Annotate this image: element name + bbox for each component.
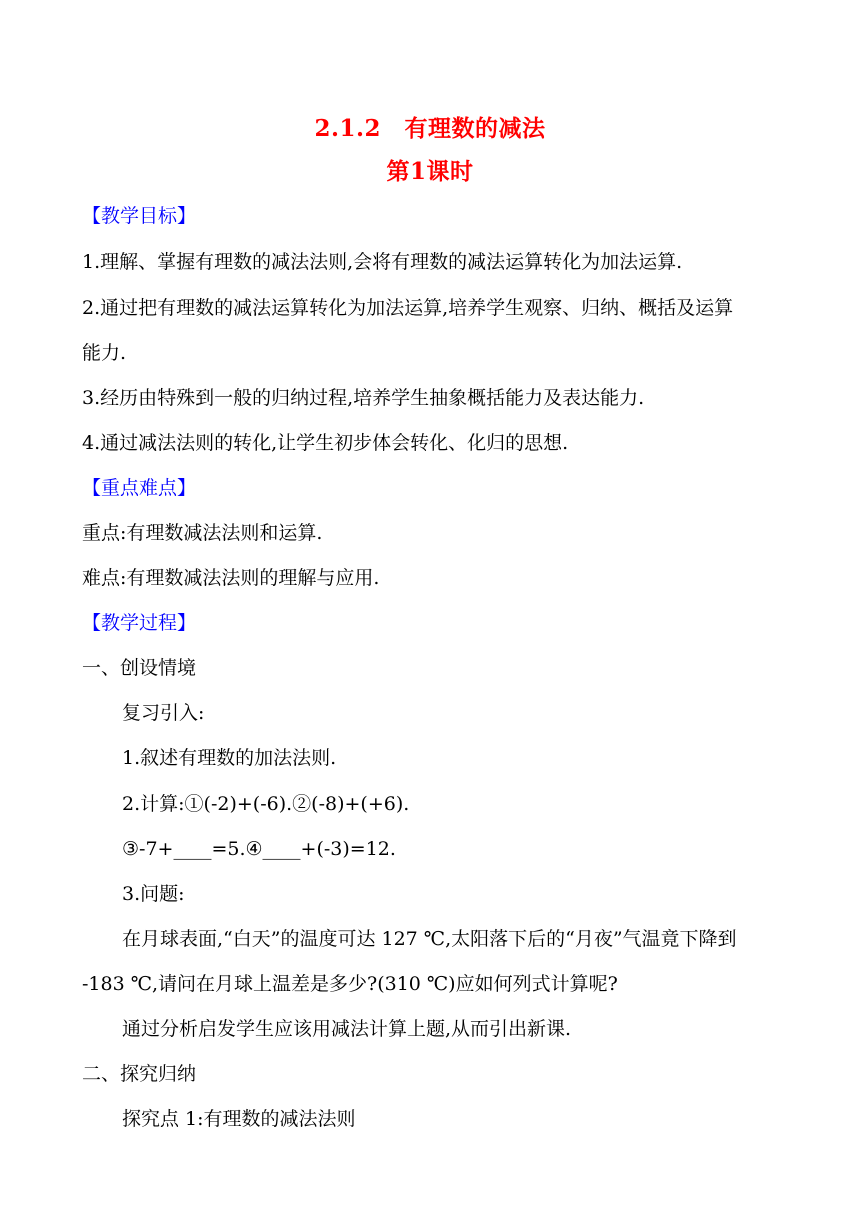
section-heading-key-points: 【重点难点】 — [82, 477, 197, 499]
difficult-point: 难点:有理数减法法则的理解与应用. — [82, 567, 380, 589]
question-text-line-2: -183 ℃,请问在月球上温差是多少?(310 ℃)应如何列式计算呢? — [82, 973, 618, 995]
goal-item-2-line-2: 能力. — [82, 342, 127, 364]
key-point: 重点:有理数减法法则和运算. — [82, 522, 323, 544]
lesson-subtitle: 第1课时 — [386, 158, 474, 185]
goal-item-2-line-1: 2.通过把有理数的减法运算转化为加法运算,培养学生观察、归纳、概括及运算 — [82, 297, 734, 319]
section-heading-goals: 【教学目标】 — [82, 205, 197, 227]
lesson-title: 2.1.2 有理数的减法 — [314, 115, 546, 142]
goal-item-1: 1.理解、掌握有理数的减法法则,会将有理数的减法运算转化为加法运算. — [82, 251, 683, 273]
goal-item-3: 3.经历由特殊到一般的归纳过程,培养学生抽象概括能力及表达能力. — [82, 387, 645, 409]
review-item-2: 2.计算:①(-2)+(-6).②(-8)+(+6). — [122, 793, 410, 815]
part-heading-1: 一、创设情境 — [82, 657, 197, 679]
section-heading-process: 【教学过程】 — [82, 612, 197, 634]
review-item-1: 1.叙述有理数的加法法则. — [122, 747, 337, 769]
analysis-text: 通过分析启发学生应该用减法计算上题,从而引出新课. — [122, 1018, 572, 1040]
review-item-3: ③-7+____=5.④____+(-3)=12. — [122, 838, 396, 860]
question-text-line-1: 在月球表面,“白天”的温度可达 127 ℃,太阳落下后的“月夜”气温竟下降到 — [122, 928, 737, 950]
part-heading-2: 二、探究归纳 — [82, 1063, 197, 1085]
goal-item-4: 4.通过减法法则的转化,让学生初步体会转化、化归的思想. — [82, 432, 569, 454]
review-intro: 复习引入: — [122, 702, 205, 724]
explore-point-1: 探究点 1:有理数的减法法则 — [122, 1108, 356, 1130]
question-label: 3.问题: — [122, 883, 185, 905]
